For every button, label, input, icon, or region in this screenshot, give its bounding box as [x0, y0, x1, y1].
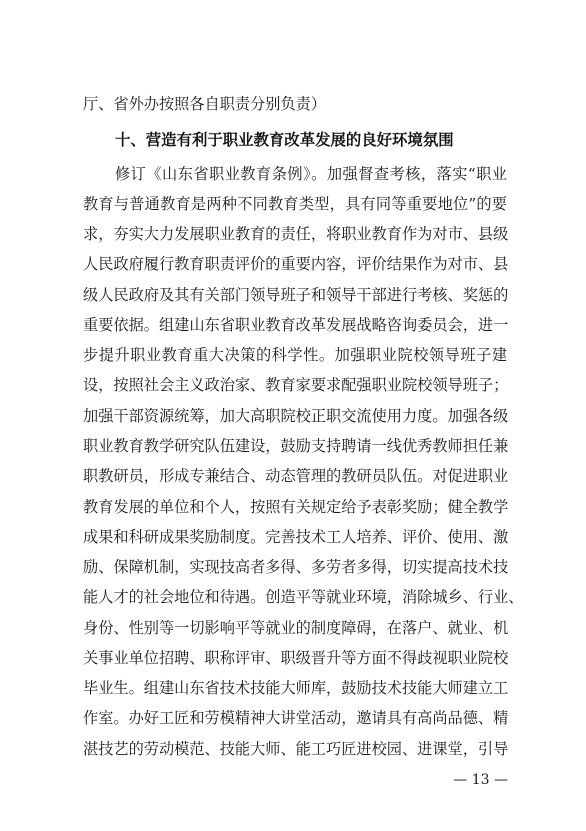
- paragraph-line: 成果和科研成果奖励制度。完善技术工人培养、评价、使用、激: [83, 528, 509, 546]
- paragraph-line: 湛技艺的劳动模范、技能大师、能工巧匠进校园、进课堂，引导: [83, 740, 509, 758]
- paragraph-line: 求，夯实大力发展职业教育的责任，将职业教育作为对市、县级: [83, 225, 509, 243]
- paragraph-line: 级人民政府及其有关部门领导班子和领导干部进行考核、奖惩的: [83, 286, 509, 304]
- paragraph-line: 能人才的社会地位和待遇。创造平等就业环境，消除城乡、行业、: [83, 588, 524, 606]
- paragraph-line: 重要依据。组建山东省职业教育改革发展战略咨询委员会，进一: [83, 316, 509, 334]
- page-number: — 13 —: [453, 772, 508, 788]
- paragraph-line: 加强干部资源统筹，加大高职院校正职交流使用力度。加强各级: [83, 407, 509, 425]
- text-line-continuation: 厅、省外办按照各自职责分别负责）: [83, 95, 326, 113]
- paragraph-line: 职业教育教学研究队伍建设，鼓励支持聘请一线优秀教师担任兼: [83, 437, 509, 455]
- paragraph-line: 身份、性别等一切影响平等就业的制度障碍，在落户、就业、机: [83, 619, 509, 637]
- paragraph-line: 人民政府履行教育职责评价的重要内容，评价结果作为对市、县: [83, 255, 509, 273]
- paragraph-line: 教育与普通教育是两种不同教育类型，具有同等重要地位”的要: [83, 195, 507, 213]
- paragraph-line: 设，按照社会主义政治家、教育家要求配强职业院校领导班子；: [83, 376, 509, 394]
- paragraph-line: 关事业单位招聘、职称评审、职级晋升等方面不得歧视职业院校: [83, 649, 509, 667]
- paragraph-line: 职教研员，形成专兼结合、动态管理的教研员队伍。对促进职业: [83, 467, 509, 485]
- paragraph-line: 教育发展的单位和个人，按照有关规定给予表彰奖励；健全教学: [83, 498, 509, 516]
- section-heading: 十、营造有利于职业教育改革发展的良好环境氛围: [115, 131, 454, 149]
- paragraph-line: 毕业生。组建山东省技术技能大师库，鼓励技术技能大师建立工: [83, 679, 509, 697]
- paragraph-first-line: 修订《山东省职业教育条例》。加强督查考核，落实“职业: [115, 165, 507, 183]
- paragraph-line: 作室。办好工匠和劳模精神大讲堂活动，邀请具有高尚品德、精: [83, 709, 509, 727]
- paragraph-line: 励、保障机制，实现技高者多得、多劳者多得，切实提高技术技: [83, 558, 509, 576]
- paragraph-line: 步提升职业教育重大决策的科学性。加强职业院校领导班子建: [83, 346, 507, 364]
